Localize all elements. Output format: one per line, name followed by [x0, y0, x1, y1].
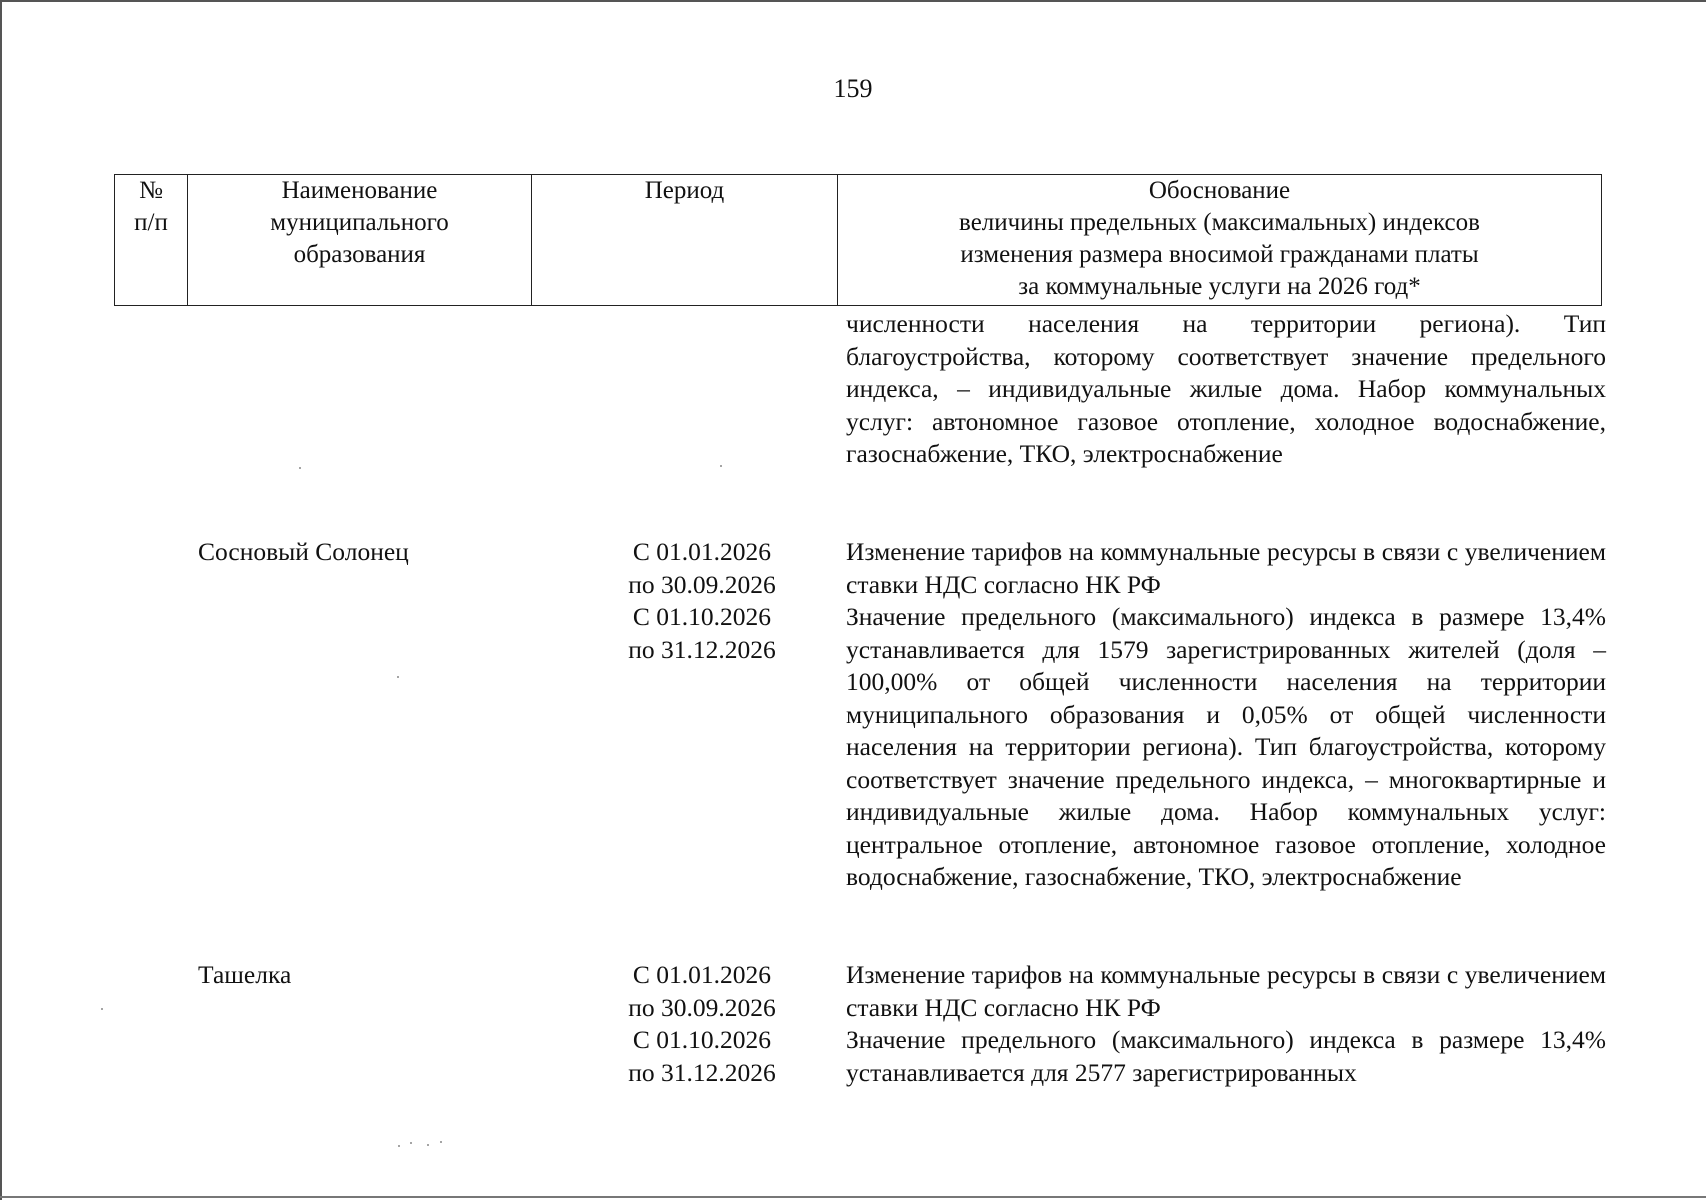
page-border-top — [0, 0, 1706, 2]
header-cell-period — [532, 175, 838, 306]
continuation-text: численности населения на территории региона). Тип благоустройства, которому соответствует значение предельного индекса, – индивидуальные жилые дома. Набор коммунальных услуг: автономное газовое отопление, холодное водоснабжение, газоснабжение, ТКО, электроснабжение — [846, 309, 1606, 468]
page-border-bottom — [0, 1196, 1706, 1198]
header-num-line: № — [139, 177, 163, 204]
period-line: по 30.09.2026 — [628, 569, 776, 599]
header-name-line: образования — [293, 241, 426, 268]
header-basis-line: Обоснование — [1148, 177, 1291, 204]
period-cell — [586, 959, 818, 1089]
scan-speck — [427, 1144, 429, 1146]
header-basis-line: изменения размера вносимой гражданами платы — [960, 241, 1479, 268]
header-basis-line: за коммунальные услуги на 2026 год* — [1018, 273, 1421, 300]
header-name-line: муниципального — [270, 209, 449, 236]
basis-paragraph: Значение предельного (максимального) индекса в размере 13,4% устанавливается для 1579 зарегистрированных жителей (доля – 100,00% от общей численности населения на территории муниципального образования и 0,05% от общей численности населения на территории региона). Тип благоустройства, которому соответствует значение предельного индекса, – многоквартирные и индивидуальные жилые дома. Набор коммунальных услуг: центральное отопление, автономное газовое отопление, холодное водоснабжение, газоснабжение, ТКО, электроснабжение — [846, 602, 1606, 891]
header-cell-name — [188, 175, 532, 306]
period-line: С 01.01.2026 — [632, 537, 772, 566]
header-name-line: Наименование — [281, 177, 438, 204]
period-line: по 31.12.2026 — [628, 1057, 776, 1087]
scan-speck — [440, 1141, 442, 1143]
municipality-name: Сосновый Солонец — [198, 537, 409, 566]
basis-paragraph: Изменение тарифов на коммунальные ресурсы в связи с увеличением ставки НДС согласно НК РФ — [846, 537, 1606, 599]
period-line: по 31.12.2026 — [628, 634, 776, 664]
header-num-line: п/п — [134, 209, 168, 236]
period-line: С 01.01.2026 — [632, 960, 772, 989]
table-header — [114, 174, 1602, 306]
scan-speck — [720, 465, 722, 467]
period-cell — [586, 536, 818, 666]
scan-speck — [398, 1145, 400, 1147]
header-period-line: Период — [644, 177, 725, 204]
period-line: С 01.10.2026 — [632, 602, 772, 631]
period-line: С 01.10.2026 — [632, 1025, 772, 1054]
basis-paragraph: Значение предельного (максимального) индекса в размере 13,4% устанавливается для 2577 зарегистрированных — [846, 1025, 1606, 1087]
header-cell-basis — [838, 175, 1602, 306]
period-line: по 30.09.2026 — [628, 992, 776, 1022]
basis-cell — [846, 536, 1606, 894]
table-header-row — [115, 175, 1602, 306]
scan-speck — [299, 467, 301, 469]
municipality-name: Ташелка — [198, 960, 292, 989]
scan-speck — [397, 676, 399, 678]
scan-speck — [101, 1008, 103, 1010]
header-basis-line: величины предельных (максимальных) индексов — [959, 209, 1480, 236]
basis-cell — [846, 959, 1606, 1089]
scan-speck — [410, 1142, 412, 1144]
basis-paragraph: Изменение тарифов на коммунальные ресурсы в связи с увеличением ставки НДС согласно НК РФ — [846, 960, 1606, 1022]
page-number: 159 — [833, 74, 873, 103]
header-cell-num — [115, 175, 188, 306]
page-border-left — [0, 0, 2, 1200]
